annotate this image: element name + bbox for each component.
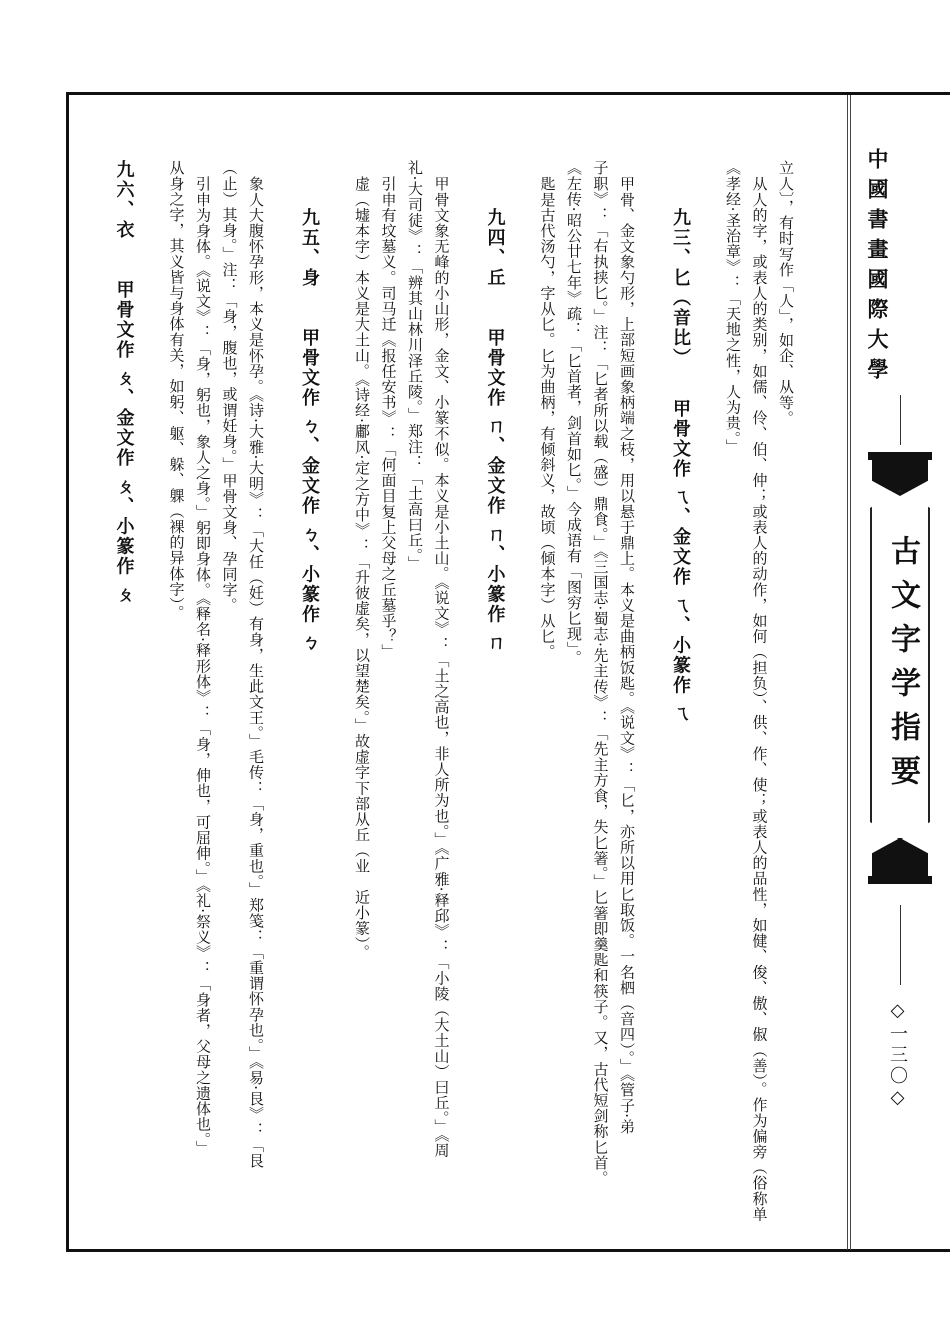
text-column: （止）其身。」注：「身，腹也，或谓妊身。」甲骨文身、孕同字。 <box>220 160 239 613</box>
book-title: 古文字学指要 <box>885 535 920 799</box>
page-number: ◇一三〇◇ <box>887 1000 908 1111</box>
text-column: 子职》：「右执挟匕。」注：「匕者所以载（盛）鼎食。」《三国志·蜀志·先主传》：「先主方食，失匕箸。」匕箸即羹匙和筷子。又，古代短剑称匕首。 <box>591 160 610 1186</box>
text-column: 甲骨、金文象勺形，上部短画象柄端之枝，用以悬于鼎上。本义是曲柄饭匙。《说文》：「匕，亦所以用匕取饭。一名柶（音四）。」《管子·弟 <box>618 176 636 1135</box>
text-column: 象人大腹怀孕形，本义是怀孕。《诗·大雅·大明》：「大任（妊）有身，生此文王。」毛传：「身，重也。」郑笺：「重谓怀孕也。」《易·艮》：「艮 <box>247 176 265 1169</box>
text-column: 立人〕，有时写作「人」，如企、从等。 <box>777 160 795 426</box>
text-column: 《左传·昭公廿七年》疏：「匕首者，剑首如匕。」今成语有「图穷匕现」。 <box>565 160 583 666</box>
section-heading: 九五、身 甲骨文作 ㄅ、金文作 ㄅ、小篆作 ㄅ <box>299 208 320 653</box>
text-column: 从人的字，或表人的类别，如儒、伶、伯、仲；或表人的动作，如何（担负）、供、作、使；或表人的品性，如健、俊、傲、俶（善）。作为偏旁（俗称单 <box>750 176 769 1222</box>
text-column: 引申为身体。《说文》：「身，躬也，象人之身。」躬即身体。《释名·释形体》：「身，伸也，可屈伸。」《礼·祭义》：「身者，父母之遗体也。」 <box>194 176 212 1156</box>
text-column: 虚（墟本字）本义是大土山。《诗经·鄘风·定之方中》：「升彼虚矣，以望楚矣。」故虚字下部从丘（业 近小篆）。 <box>353 176 371 960</box>
text-column: 匙是古代汤勺，字从匕。匕为曲柄，有倾斜义，故顷（倾本字）从匕。 <box>538 176 557 660</box>
main-text <box>113 160 800 1222</box>
text-column: 礼·大司徒》：「辨其山林川泽丘陵。」郑注：「土高曰丘。」 <box>406 160 424 572</box>
running-head-rule <box>900 395 901 445</box>
title-cap-bottom-bar <box>868 876 932 884</box>
section-heading: 九四、丘 甲骨文作 ㄇ、金文作 ㄇ、小篆作 ㄇ <box>484 208 506 653</box>
side-divider-inner <box>850 95 851 1250</box>
text-column: 引申有坟墓义。司马迁《报任安书》：「何面目复上父母之丘墓乎？」 <box>379 176 398 660</box>
section-heading: 九三、匕（音比） 甲骨文作 ㄟ、金文作 ㄟ、小篆作 ㄟ <box>670 208 691 724</box>
text-column: 从身之字，其义皆与身体有关，如躬、躯、躲、躶（裸的异体字）。 <box>167 160 186 621</box>
side-divider <box>847 95 848 1250</box>
running-head: 中國書畫國際大學 <box>865 148 890 388</box>
section-heading: 九六、衣 甲骨文作 ㄆ、金文作 ㄆ、小篆作 ㄆ <box>113 160 135 605</box>
text-column: 《孝经·圣治章》：「天地之性，人为贵。」 <box>724 160 742 455</box>
text-column: 甲骨文象无峰的小山形，金文、小篆不似。本义是小土山。《说文》：「土之高也，非人所为也。」《广雅·释邱》：「小陵（大土山）曰丘。」《周 <box>432 176 451 1158</box>
title-rule <box>900 905 901 985</box>
